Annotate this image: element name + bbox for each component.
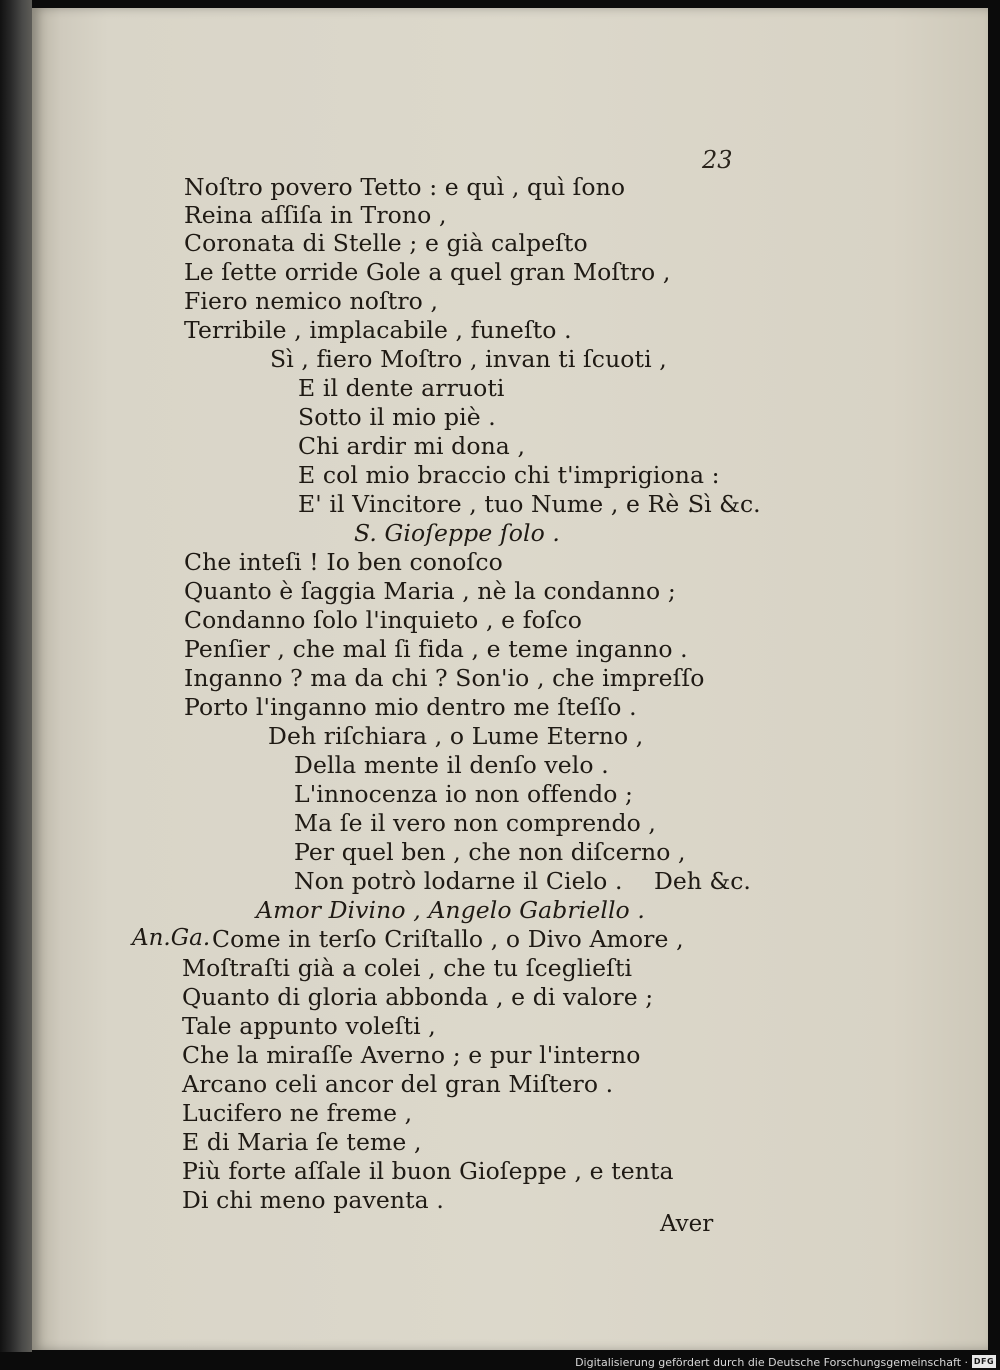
text-line: Moſtraſti già a colei , che tu ſceglieſti: [182, 954, 633, 982]
book-binding-edge: [0, 0, 32, 1352]
text-line: Di chi meno paventa .: [182, 1186, 444, 1214]
aria-line: Per quel ben , che non diſcerno ,: [294, 838, 686, 866]
aria-line: Ma ſe il vero non comprendo ,: [294, 809, 656, 837]
aria-line: Sì , fiero Moſtro , invan ti ſcuoti ,: [270, 345, 667, 373]
text-line: Le ſette orride Gole a quel gran Moſtro ,: [184, 258, 671, 286]
text-line: Reina aſſiſa in Trono ,: [184, 201, 447, 229]
repeat-marker: Sì &c.: [688, 490, 761, 518]
aria-line: L'innocenza io non offendo ;: [294, 780, 634, 808]
aria-line: E' il Vincitore , tuo Nume , e Rè .: [298, 490, 695, 518]
speaker-heading: S. Gioſeppe ſolo .: [354, 519, 560, 547]
catchword: Aver: [660, 1211, 714, 1237]
aria-line: E col mio braccio chi t'imprigiona :: [298, 461, 720, 489]
text-line: Inganno ? ma da chi ? Son'io , che impreſſo: [184, 664, 705, 692]
aria-line: E il dente arruoti: [298, 374, 505, 402]
speaker-label: An.Ga.: [132, 925, 211, 951]
speaker-heading: Amor Divino , Angelo Gabriello .: [256, 896, 645, 924]
text-line: Lucifero ne freme ,: [182, 1099, 413, 1127]
text-line: Condanno ſolo l'inquieto , e foſco: [184, 606, 583, 634]
aria-line: Sotto il mio piè .: [298, 403, 496, 431]
text-line: Più forte aſſale il buon Gioſeppe , e tenta: [182, 1157, 674, 1185]
text-line: Quanto di gloria abbonda , e di valore ;: [182, 983, 654, 1011]
text-line: Arcano celi ancor del gran Miſtero .: [182, 1070, 614, 1098]
text-line: Che la miraſſe Averno ; e pur l'interno: [182, 1041, 641, 1069]
text-line: Coronata di Stelle ; e già calpeſto: [184, 229, 588, 257]
text-line: Noſtro povero Tetto : e quì , quì ſono: [184, 173, 626, 201]
text-line: Tale appunto voleſti ,: [182, 1012, 436, 1040]
text-line: Quanto è ſaggia Maria , nè la condanno ;: [184, 577, 676, 605]
aria-line: Della mente il denſo velo .: [294, 751, 609, 779]
text-line: Come in terſo Criſtallo , o Divo Amore ,: [212, 925, 684, 953]
text-line: Che inteſi ! Io ben conoſco: [184, 548, 503, 576]
text-line: Penſier , che mal ſi fida , e teme inganno .: [184, 635, 688, 663]
dfg-logo-icon: DFG: [973, 1357, 995, 1366]
text-line: E di Maria ſe teme ,: [182, 1128, 422, 1156]
aria-line: Non potrò lodarne il Cielo .: [294, 867, 623, 895]
page-number: 23: [702, 146, 733, 174]
text-line: Terribile , implacabile , funeſto .: [184, 316, 572, 344]
text-line: Porto l'inganno mio dentro me ſteſſo .: [184, 693, 637, 721]
funding-credit: Digitalisierung gefördert durch die Deutsche Forschungsgemeinschaft ·: [575, 1356, 968, 1369]
aria-line: Chi ardir mi dona ,: [298, 432, 526, 460]
text-line: Fiero nemico noſtro ,: [184, 287, 439, 315]
book-page: [32, 8, 988, 1350]
aria-line: Deh riſchiara , o Lume Eterno ,: [268, 722, 644, 750]
repeat-marker: Deh &c.: [654, 867, 751, 895]
